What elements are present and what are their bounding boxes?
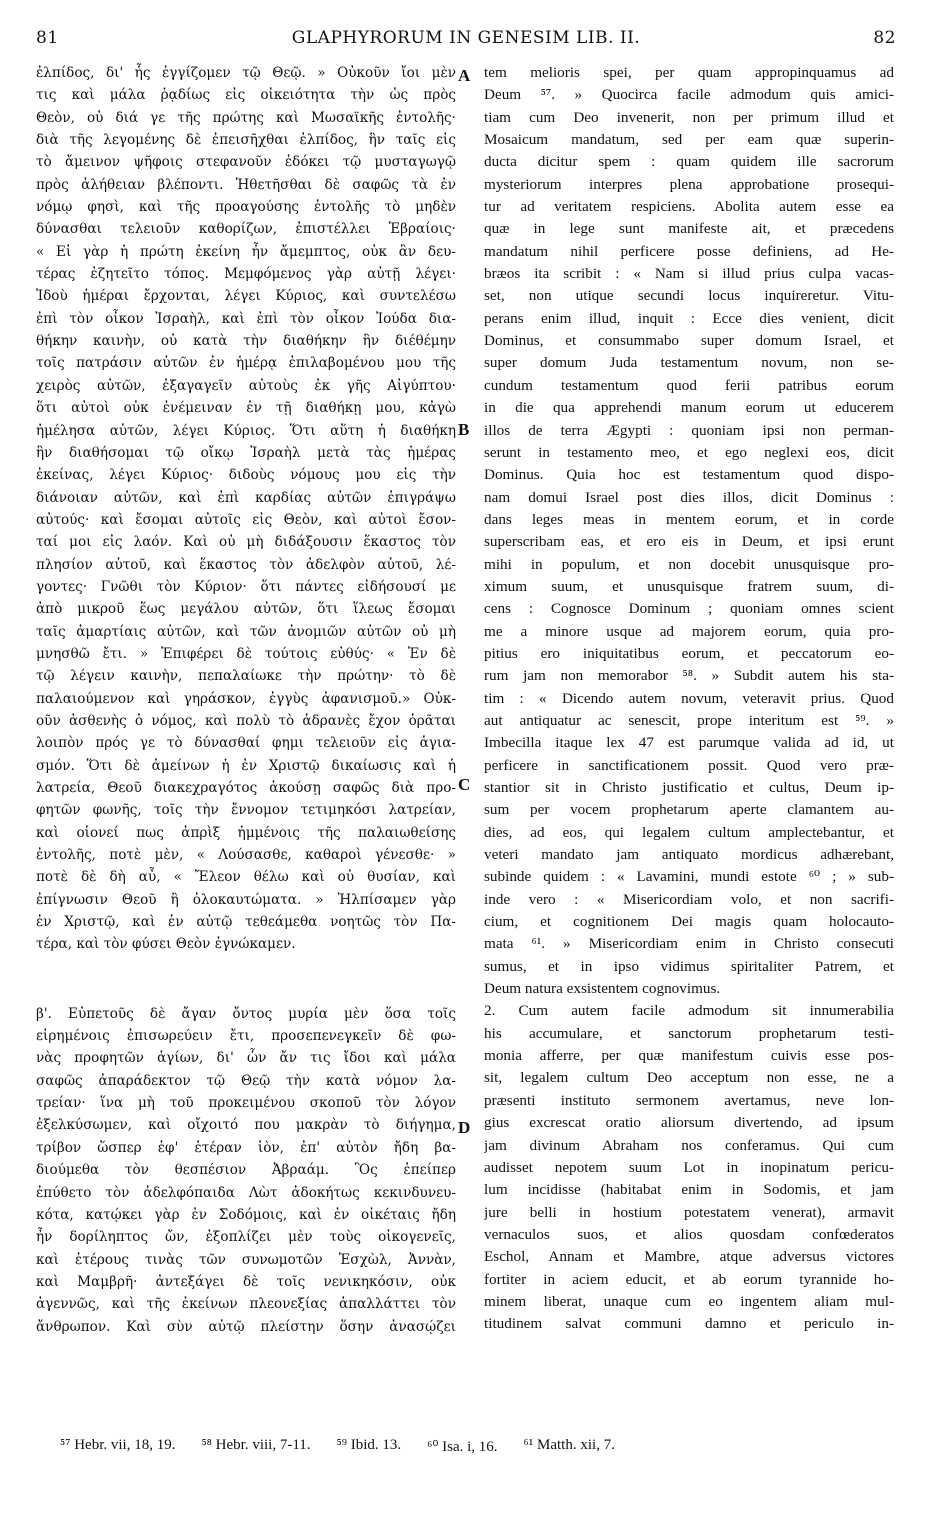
text-line: θήκην καινὴν, οὐ κατὰ τὴν διαθήκην ἣν διέθέμην	[36, 333, 456, 350]
footnote: ⁵⁹ Ibid. 13.	[336, 1437, 402, 1453]
text-line: aut antiquatur ac senescit, prope interitum est ⁵⁹. »	[484, 711, 894, 729]
text-line: νὰς προφητῶν ἁγίων, δι' ὧν ἄν τις ἴδοι καὶ μάλα	[36, 1050, 456, 1067]
text-line: εἰρημένοις ἐπισωρεύειν ἔτι, προσεπενεγκεῖν δὲ φω-	[36, 1028, 456, 1045]
latin-column	[484, 62, 894, 1336]
footnote: ⁶⁰ Isa. i, 16.	[427, 1439, 498, 1455]
text-line: τοῖς πατράσιν αὐτῶν ἐν ἡμέρᾳ ἐπιλαβομένου μου τῆς	[36, 355, 456, 372]
text-line: Dominus, et consummabo super domum Israel, et	[484, 332, 894, 350]
text-line: χειρὸς αὐτῶν, ἐξαγαγεῖν αὐτοὺς ἐκ γῆς Αἰγύπτου·	[36, 377, 456, 394]
text-line: set, non utique secundi locus inquireretur. Vitu-	[484, 287, 894, 305]
text-line: mandatum nihil perficere posse definiens, ad He-	[484, 242, 894, 260]
text-line: Θεὸν, οὐ διά γε τῆς πρώτης καὶ Μωσαϊκῆς ἐντολῆς·	[36, 109, 456, 126]
text-line: sumus, et in ipso vidimus spiritaliter Patrem, et	[484, 957, 894, 975]
text-line: τέρα, καὶ τὸν φύσει Θεὸν ἐγνώκαμεν.	[36, 936, 296, 953]
text-line: τις καὶ μάλα ῥᾳδίως εἰς οἰκειότητα τὴν ὡς πρὸς	[36, 87, 456, 104]
text-line: γοντες· Γνῶθι τὸν Κύριον· ὅτι πάντες εἰδήσουσί με	[36, 578, 456, 595]
text-line: πρὸς ἀλήθειαν βλέποντι. Ἡθετῆσθαι δὲ σαφῶς τὰ ἐν	[36, 176, 456, 193]
text-line: Imbecilla itaque lex 47 est parumque valida ad id, ut	[484, 734, 894, 752]
text-line: σμόν. Ὅτι δὲ ἀμείνων ἡ ἐν Χριστῷ δικαίωσις καὶ ἡ	[36, 757, 456, 774]
text-line: αὐτούς· καὶ ἔσομαι αὐτοῖς εἰς Θεὸν, καὶ αὐτοὶ ἔσον-	[36, 511, 456, 528]
text-line: nam domui Israel post dies illos, dicit Dominus :	[484, 488, 894, 506]
text-line: fortiter in aciem educit, et ab eorum tyrannide ho-	[484, 1270, 894, 1288]
text-line: veteri mandato jam antiquato mordicus adhærebant,	[484, 846, 894, 864]
text-line: illos de terra Ægypti : quoniam ipsi non perman-	[484, 421, 894, 439]
text-line: ἐπίγνωσιν Θεοῦ ἢ ὁλοκαυτώματα. » Ἠλπίσαμεν γὰρ	[36, 891, 456, 908]
text-line: mihi in populum, et non docebit unusquisque pro-	[484, 555, 894, 573]
text-line: ταῖς ἁμαρτίαις αὐτῶν, καὶ τῶν ἀνομιῶν αὐτῶν οὐ μὴ	[36, 623, 456, 640]
text-line: ximum suum, et unusquisque fratrem suum, di-	[484, 577, 894, 595]
text-line: perficere in sanctificationem possit. Quod vero præ-	[484, 756, 894, 774]
text-line: τὸ ἄμεινον ψῆφοις στεφανοῦν ἐδόκει τῷ μυσταγωγῷ	[36, 154, 456, 171]
text-line: τρείαν· ἵνα μὴ τοῦ προκειμένου σκοποῦ τὸν λόγον	[36, 1095, 456, 1112]
text-line: ἐλπίδος, δι' ἧς ἐγγίζομεν τῷ Θεῷ. » Οὐκοῦν ἴοι μὲν	[36, 65, 456, 81]
text-line: ἣν διαθήσομαι τῷ οἴκῳ Ἰσραὴλ μετὰ τὰς ἡμέρας	[36, 444, 456, 461]
text-line: gius excrescat oratio aliorsum divertendo, ad ipsum	[484, 1114, 894, 1132]
text-line: λατρεία, Θεοῦ διακεχραγότος ἀκούσῃ σαφῶς διὰ προ-	[36, 780, 456, 796]
text-line: ἄνθρωπον. Καὶ σὺν αὐτῷ πλείστην ὅσην ἀνασῴζει	[36, 1318, 456, 1335]
text-line: ἐντολῆς, ποτὲ μὲν, « Λούσασθε, καθαροὶ γένεσθε· »	[36, 847, 456, 864]
margin-marker-a: A	[458, 66, 471, 85]
text-line: β'. Εὐπετοῦς δὲ ἄγαν ὄντος μυρία μὲν ὅσα τοῖς	[36, 1005, 456, 1022]
text-line: ἠμέλησα αὐτῶν, λέγει Κύριος. Ὅτι αὕτη ἡ διαθήκη	[36, 422, 456, 439]
text-line: mysteriorum interpres plena approbatione prosequi-	[484, 175, 894, 193]
text-line: Dominus. Quia hoc est testamentum quod dispo-	[484, 466, 894, 484]
footnote: ⁶¹ Matth. xii, 7.	[523, 1437, 615, 1453]
text-line: præsenti instituto sermonem avertamus, neve lon-	[484, 1091, 894, 1109]
text-line: mata ⁶¹. » Misericordiam enim in Christo consecuti	[484, 935, 894, 953]
text-line: rum jam non memorabor ⁵⁸. » Subdit autem his sta-	[484, 667, 894, 685]
text-line: titudinem salvat communi damno et periculo in-	[484, 1315, 894, 1333]
text-line: cens : Cognosce Dominum ; quoniam omnes scient	[484, 600, 894, 618]
text-line: monia afferre, per quæ manifestum cuivis esse pos-	[484, 1047, 894, 1065]
text-line: Deum ⁵⁷. » Quocirca facile admodum quis amici-	[484, 86, 894, 104]
text-line: τῷ λέγειν καινὴν, πεπαλαίωκε τὴν πρώτην· τὸ δὲ	[36, 668, 456, 685]
margin-marker-b: B	[458, 420, 470, 439]
text-line: inde vero : « Misericordiam volo, et non sacrifi-	[484, 890, 894, 908]
footnote: ⁵⁷ Hebr. vii, 18, 19.	[60, 1437, 176, 1453]
text-line: ἐκείνας, λέγει Κύριος· διδοὺς νόμους μου εἰς τὴν	[36, 467, 456, 484]
text-line: « Εἰ γὰρ ἡ πρώτη ἐκείνη ἦν ἄμεμπτος, οὐκ ἂν δευ-	[36, 243, 456, 260]
text-line: cium, et cognitionem Dei magis quam holocauto-	[484, 913, 894, 931]
text-line: tim : « Dicendo autem novum, veteravit prius. Quod	[484, 689, 894, 707]
text-line: bræos ita scribit : « Nam si illud prius culpa vacas-	[484, 265, 894, 283]
text-line: super domum Juda testamentum novum, non se-	[484, 354, 894, 372]
text-line: Ἰδοὺ ἡμέραι ἔρχονται, λέγει Κύριος, καὶ συντελέσω	[36, 288, 456, 305]
text-line: καὶ οἱονεί πως ἀπρὶξ ἠμμένοις τῆς παλαιωθείσης	[36, 824, 456, 841]
text-line: ἐν Χριστῷ, καὶ ἐν αὐτῷ τεθεάμεθα νοητῶς τὸν Πα-	[36, 914, 456, 931]
margin-marker-d: D	[458, 1118, 471, 1137]
text-line: jam divinum Abraham nos conferamus. Qui cum	[484, 1136, 894, 1154]
text-line: ἦν δορίληπτος ὤν, ἐξοπλίζει μὲν τοὺς οἰκογενεῖς,	[36, 1229, 456, 1246]
footnote: ⁵⁸ Hebr. viii, 7-11.	[201, 1437, 311, 1453]
text-line: καὶ Μαμβρῆ· ἀντεξάγει δὲ τοῖς νενικηκόσιν, οὐκ	[36, 1273, 456, 1290]
text-line: διούμεθα τὸν θεσπέσιον Ἀβραάμ. Ὃς ἐπείπερ	[36, 1162, 456, 1179]
text-line: audisset nepotem suum Lot in inopinatum pericu-	[484, 1158, 894, 1176]
text-line: ἐξελκύσωμεν, καὶ οἴχοιτό που μακρὰν τὸ διήγημα,	[36, 1117, 456, 1134]
text-line: superscribam eas, et ero eis in Deum, et ipsi erunt	[484, 533, 894, 551]
text-line: οῦν ἀσθενὴς ὁ νόμος, καὶ πολὺ τὸ ἀδρανὲς ἔχον ὁρᾶται	[36, 712, 456, 729]
text-line: ποτὲ δὲ δὴ αὖ, « Ἔλεον θέλω καὶ οὐ θυσίαν, καὶ	[36, 869, 456, 886]
text-line: ἐπύθετο τὸν ἀδελφόπαιδα Λὼτ ἀδοκήτως κεκινδυνευ-	[36, 1184, 456, 1201]
footnotes	[60, 1437, 866, 1456]
text-line: perans enim illud, inquit : Ecce dies venient, dicit	[484, 309, 894, 327]
text-line: δύνασθαι τελειοῦν καθορίζων, ἐπιστέλλει Ἑβραίοις·	[36, 221, 456, 238]
text-line: pitius ero iniquitatibus eorum, et peccatorum eo-	[484, 644, 894, 662]
text-line: πλησίον αὐτοῦ, καὶ ἕκαστος τὸν ἀδελφὸν αὐτοῦ, λέ-	[36, 556, 456, 573]
text-line: ἐπὶ τὸν οἶκον Ἰσραὴλ, καὶ ἐπὶ τὸν οἶκον Ἰούδα δια-	[36, 310, 456, 327]
text-line: sit, legalem cultum Deo acceptum non esse, ne a	[484, 1069, 894, 1087]
text-line: μνησθῶ ἔτι. » Ἐπιφέρει δὲ τούτοις εὐθύς· « Ἐν δὲ	[36, 645, 456, 662]
paragraph-gap	[36, 956, 456, 1003]
text-line: καὶ ἑτέρους τινὰς τῶν συνωμοτῶν Ἐσχὼλ, Ἀννὰν,	[36, 1251, 456, 1268]
text-line: jure belli in hostium potestatem venerat), armavit	[484, 1203, 894, 1221]
text-line: minem liberat, unaque cum eo ingentem aliam mul-	[484, 1292, 894, 1310]
text-line: subinde quidem : « Lavamini, mundi estote ⁶⁰ ; » sub-	[484, 868, 894, 886]
page-number-left: 81	[36, 28, 59, 48]
text-line: cundum testamentum quod ferii patribus eorum	[484, 376, 894, 394]
text-line: τρίβον ὥσπερ ἐφ' ἑτέραν ἰὸν, ἐπ' αὐτὸν ἤδη βα-	[36, 1139, 456, 1156]
margin-marker-c: C	[458, 775, 471, 794]
running-header	[36, 28, 896, 54]
text-line: φητῶν φωνῆς, τοῖς τὴν ἔννομον τετιμηκόσι λατρείαν,	[36, 802, 456, 819]
text-line: παλαιούμενον καὶ γηράσκον, ἐγγὺς ἀφανισμοῦ.» Οὐκ-	[36, 690, 456, 707]
text-line: dans leges meas in mentem eorum, et in corde	[484, 510, 894, 528]
text-line: ducta dicitur spem : quam quidem ille sacrorum	[484, 153, 894, 171]
running-title: GLAPHYRORUM IN GENESIM LIB. II.	[291, 28, 641, 48]
text-line: Eschol, Annam et Mambre, atque adversus victores	[484, 1248, 894, 1266]
text-line: his accumulare, et sanctorum prophetarum testi-	[484, 1024, 894, 1042]
text-line: σαφῶς ἀπαράδεκτον τῷ Θεῷ τὴν κατὰ νόμον λα-	[36, 1072, 456, 1089]
text-line: Deum natura exsistentem cognovimus.	[484, 980, 721, 998]
text-line: serunt in testamento meo, et ego neglexi eos, dicit	[484, 443, 894, 461]
text-line: ἀπὸ μικροῦ ἕως μεγάλου αὐτῶν, ὅτι ἵλεως ἔσομαι	[36, 601, 456, 618]
text-line: διάνοιαν αὐτῶν, καὶ ἐπὶ καρδίας αὐτῶν ἐπιγράψω	[36, 489, 456, 506]
text-line: in die qua apprehendi manum eorum ut educerem	[484, 399, 894, 417]
text-line: tem melioris spei, per quam appropinquamus ad	[484, 64, 894, 81]
text-line: 2. Cum autem facile admodum sit innumerabilia	[484, 1002, 894, 1020]
text-line: tiam cum Deo invenerit, non per primum illud et	[484, 108, 894, 126]
text-line: διὰ τῆς λεγομένης δὲ ἐπεισῆχθαι ἐλπίδος, ἣν ταῖς εἰς	[36, 132, 456, 149]
text-line: ὅτι αὐτοὶ οὐκ ἐνέμειναν ἐν τῇ διαθήκῃ μου, κἀγὼ	[36, 400, 456, 417]
text-line: vernaculos suos, et alios quosdam confœderatos	[484, 1225, 894, 1243]
text-line: sum per vocem prophetarum aperte clamantem au-	[484, 801, 894, 819]
text-line: stantior sit in Christo justificatio et cultus, Deum ip-	[484, 779, 894, 796]
text-line: τέρας ἐζητεῖτο τόπος. Μεμφόμενος γὰρ αὐτῇ λέγει·	[36, 266, 456, 283]
text-line: dies, ad eos, qui legalem cultum amplectebantur, et	[484, 823, 894, 841]
text-line: λοιπὸν πρός γε τὸ δύνασθαί φημι τελειοῦν εἰς ἁγια-	[36, 735, 456, 752]
text-line: me a minore usque ad majorem eorum, quia pro-	[484, 622, 894, 640]
greek-column	[36, 62, 456, 1338]
text-line: ἀγεννῶς, καὶ τῆς ἐκείνων πλεονεξίας ἀπαλλάττει τὸν	[36, 1296, 456, 1313]
text-line: Mosaicum mandatum, sed per eam quæ superin-	[484, 131, 894, 149]
text-line: quæ in lege sunt manifeste ait, et præcedens	[484, 220, 894, 238]
text-line: νόμῳ φησὶ, καὶ τῆς προαγούσης ἐντολῆς τὸ μηδὲν	[36, 199, 456, 216]
page-number-right: 82	[873, 28, 896, 48]
text-line: tur ad veritatem respiciens. Abolita autem esse ea	[484, 198, 894, 216]
text-line: ταί μοι εἰς λαόν. Καὶ οὐ μὴ διδάξουσιν ἕκαστος τὸν	[36, 534, 456, 551]
text-line: κότα, κατῴκει γὰρ ἐν Σοδόμοις, καὶ ἐν οἰκέταις ἤδη	[36, 1206, 456, 1223]
text-line: lum incidisse (habitabat enim in Sodomis, et jam	[484, 1181, 894, 1199]
